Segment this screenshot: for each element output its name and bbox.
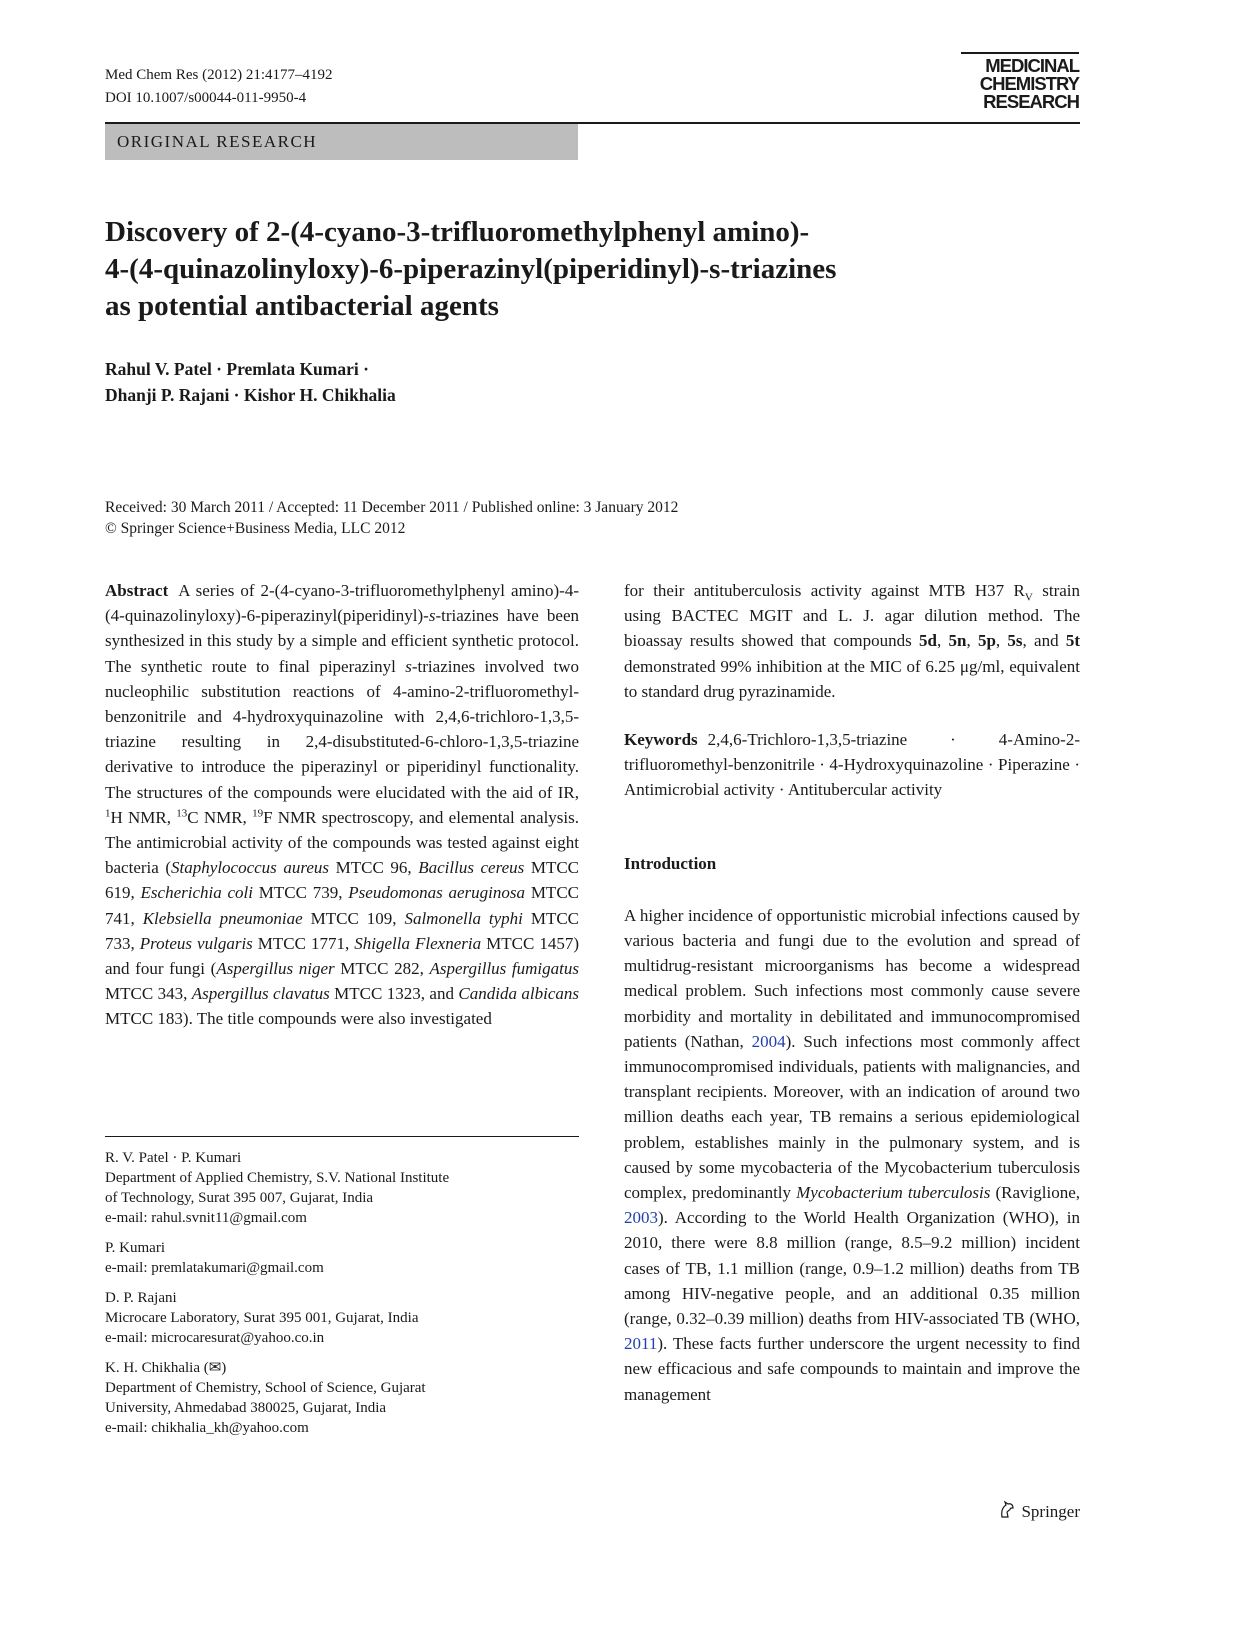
- abstract-part-1: Abstract A series of 2-(4-cyano-3-trifluoromethylphenyl amino)-4-(4-quinazolinyloxy)-6-piperazinyl(piperidinyl)-s-triazines have been synthesized in this study by a simple and efficient synthetic protocol. The synthetic route to final piperazinyl s-triazines involved two nucleophilic substitution reactions of 4-amino-2-trifluoromethyl-benzonitrile and 4-hydroxyquinazoline with 2,4,6-trichloro-1,3,5-triazine resulting in 2,4-disubstituted-6-chloro-1,3,5-triazine derivative to introduce the piperazinyl or piperidinyl functionality. The structures of the compounds were elucidated with the aid of IR, $^1$H NMR, $^{13}$C NMR, $^{19}$F NMR spectroscopy, and elemental analysis. The antimicrobial activity of the compounds was tested against eight bacteria (Staphylococcus aureus MTCC 96, Bacillus cereus MTCC 619, Escherichia coli MTCC 739, Pseudomonas aeruginosa MTCC 741, Klebsiella pneumoniae MTCC 109, Salmonella typhi MTCC 733, Proteus vulgaris MTCC 1771, Shigella Flexneria MTCC 1457) and four fungi (Aspergillus niger MTCC 282, Aspergillus fumigatus MTCC 343, Aspergillus clavatus MTCC 1323, and Candida albicans MTCC 183). The title compounds were also investigated: [105, 581, 580, 1029]
- authors-line-2: Dhanji P. Rajani · Kishor H. Chikhalia: [105, 385, 396, 405]
- email-kumari[interactable]: e-mail: premlatakumari@gmail.com: [105, 1260, 324, 1276]
- abstract-c12-tail: for their antituberculosis activity against MTB H37 R: [624, 581, 1025, 600]
- email-chikhalia[interactable]: e-mail: chikhalia_kh@yahoo.com: [105, 1420, 309, 1436]
- publisher-name: Springer: [1021, 1501, 1080, 1521]
- publication-history: [105, 497, 1005, 539]
- title-line-1: Discovery of 2-(4-cyano-3-trifluoromethylphenyl amino)-: [105, 216, 810, 248]
- article-title: [105, 214, 1105, 325]
- logo-line-3: RESEARCH: [983, 91, 1079, 112]
- springer-horse-icon: [997, 1499, 1017, 1524]
- introduction-text: A higher incidence of opportunistic microbial infections caused by various bacteria and fungi due to the evolution and spread of multidrug-resistant microorganisms has become a widespread medical problem. Such infections most commonly cause severe morbidity and mortality in debilitated and immunocompromised patients (Nathan, 2004). Such infections most commonly affect immunocompromised individuals, patients with malignancies, and transplant recipients. Moreover, with an indication of around two million deaths each year, TB remains a serious epidemiological problem, establishes mainly in the pulmonary system, and is caused by some mycobacteria of the Mycobacterium tuberculosis complex, predominantly Mycobacterium tuberculosis (Raviglione, 2003). According to the World Health Organization (WHO), in 2010, there were 8.8 million (range, 8.5–9.2 million) incident cases of TB, 1.1 million (range, 0.9–1.2 million) deaths from TB among HIV-negative people, and an additional 0.35 million (range, 0.32–0.39 million) deaths from HIV-associated TB (WHO, 2011). These facts further underscore the urgent necessity to find new efficacious and safe compounds to maintain and improve the management: [624, 905, 1080, 1404]
- affiliation-chikhalia: K. H. Chikhalia (✉) Department of Chemistry, School of Science, Gujarat University, Ahmedabad 380025, Gujarat, India e-mail: chikhalia_kh@yahoo.com: [105, 1358, 579, 1438]
- doi[interactable]: DOI 10.1007/s00044-011-9950-4: [105, 90, 307, 106]
- history-dates: Received: 30 March 2011 / Accepted: 11 December 2011 / Published online: 3 January 2012: [105, 499, 679, 516]
- title-line-2: 4-(4-quinazolinyloxy)-6-piperazinyl(piperidinyl)-s-triazines: [105, 253, 837, 285]
- citation-link-nathan[interactable]: 2004: [751, 1031, 786, 1051]
- logo-line-1: MEDICINAL: [985, 55, 1079, 76]
- keywords-label: Keywords: [624, 730, 698, 750]
- abstract-continued: MTCC 183). The title compounds were also investigated: [105, 1009, 492, 1029]
- affiliation-patel-kumari: R. V. Patel · P. Kumari Department of Applied Chemistry, S.V. National Institute of Technology, Surat 395 007, Gujarat, India e-mail: rahul.svnit11@gmail.com: [105, 1148, 579, 1228]
- journal-reference: [105, 64, 332, 110]
- logo-line-2: CHEMISTRY: [979, 73, 1079, 94]
- affiliation-divider: [105, 1136, 579, 1137]
- journal-logo: [879, 52, 1079, 111]
- citation-link-raviglione[interactable]: 2003: [624, 1208, 658, 1228]
- affiliation-rajani: D. P. Rajani Microcare Laboratory, Surat 395 001, Gujarat, India e-mail: microcaresurat@yahoo.co.in: [105, 1288, 579, 1348]
- copyright-notice: © Springer Science+Business Media, LLC 2012: [105, 520, 406, 537]
- journal-citation: Med Chem Res (2012) 21:4177–4192: [105, 67, 333, 83]
- keywords: [624, 727, 1080, 803]
- email-rajani[interactable]: e-mail: microcaresurat@yahoo.co.in: [105, 1330, 325, 1346]
- author-list: [105, 356, 805, 408]
- abstract-label: Abstract: [105, 581, 169, 600]
- affiliations: [105, 1148, 579, 1448]
- authors-line-1: Rahul V. Patel · Premlata Kumari ·: [105, 359, 369, 379]
- affiliation-kumari: P. Kumari e-mail: premlatakumari@gmail.com: [105, 1238, 579, 1278]
- email-patel[interactable]: e-mail: rahul.svnit11@gmail.com: [105, 1210, 307, 1226]
- keywords-text: 2,4,6-Trichloro-1,3,5-triazine · 4-Amino-2-trifluoromethyl-benzonitrile · 4-Hydroxyquinazoline · Piperazine · Antimicrobial activity · Antitubercular activity: [624, 730, 1080, 800]
- introduction-heading: Introduction: [624, 853, 717, 873]
- left-column: [105, 578, 579, 1032]
- publisher-mark: [997, 1499, 1080, 1524]
- right-column: [624, 578, 1080, 1407]
- abstract-part-2: for their antituberculosis activity against MTB H37 $R_V$ strain using BACTEC MGIT and L. J. agar dilution method. The bioassay results showed that compounds 5d, 5n, 5p, 5s, and 5t demonstrated 99% inhibition at the MIC of 6.25 μg/ml, equivalent to standard drug pyrazinamide.: [624, 581, 1080, 701]
- article-type-label: ORIGINAL RESEARCH: [105, 124, 578, 160]
- title-line-3: as potential antibacterial agents: [105, 290, 499, 322]
- citation-link-who[interactable]: 2011: [624, 1334, 658, 1354]
